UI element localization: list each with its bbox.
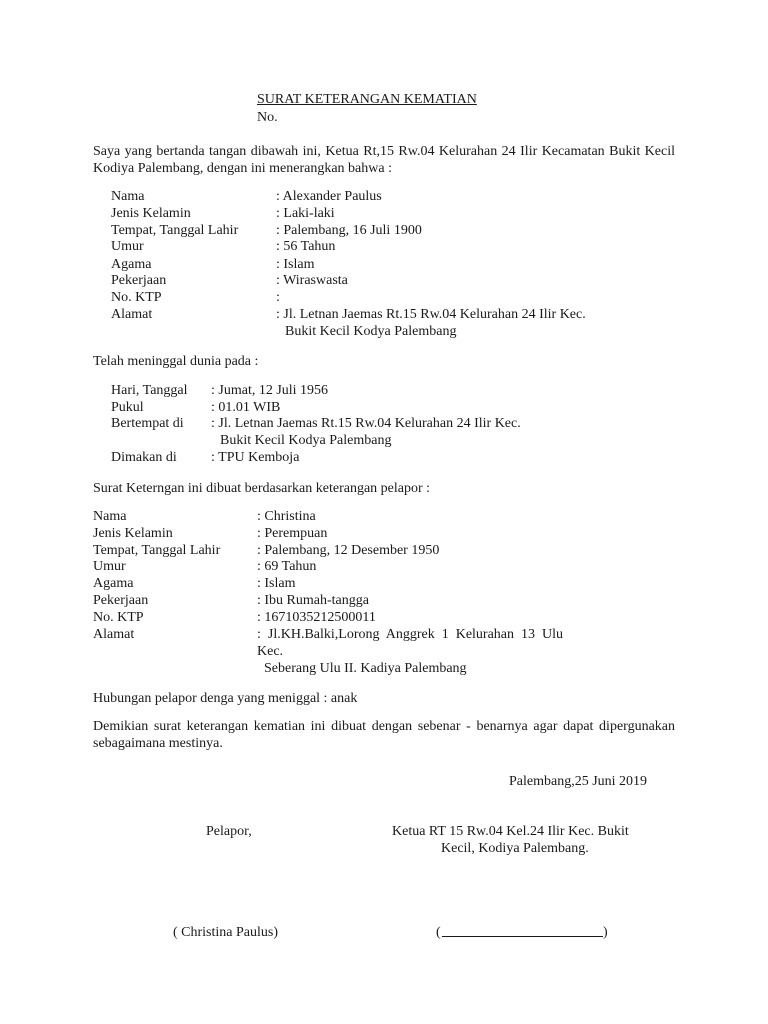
reporter-value: : 69 Tahun <box>257 559 317 574</box>
reporter-value: : Jl.KH.Balki,Lorong Anggrek 1 Kelurahan 13 Ulu <box>257 627 564 642</box>
death-label: Pukul <box>111 400 144 415</box>
reporter-label: Pekerjaan <box>93 593 149 608</box>
place-date: Palembang,25 Juni 2019 <box>509 774 648 789</box>
reporter-value: : Ibu Rumah-tangga <box>257 593 369 608</box>
document-number-label: No. <box>257 110 278 125</box>
deceased-value: : Wiraswasta <box>276 273 348 288</box>
reporter-signature-role: Pelapor, <box>206 824 252 839</box>
deceased-value: : Jl. Letnan Jaemas Rt.15 Rw.04 Kelurahan 24 Ilir Kec. <box>276 307 586 322</box>
deceased-value: : 56 Tahun <box>276 239 336 254</box>
closing-paragraph: Demikian surat keterangan kematian ini dibuat dengan sebenar - benarnya agar dapat dipergunakan sebagaimana mestinya. <box>93 719 675 751</box>
death-value: : Jumat, 12 Juli 1956 <box>211 383 329 398</box>
death-label: Bertempat di <box>111 416 184 431</box>
rt-head-signature-role: Ketua RT 15 Rw.04 Kel.24 Ilir Kec. Bukit <box>392 824 629 839</box>
death-place-continuation: Bukit Kecil Kodya Palembang <box>220 433 392 448</box>
document-title: SURAT KETERANGAN KEMATIAN <box>257 92 477 107</box>
deceased-address-continuation: Bukit Kecil Kodya Palembang <box>285 324 457 339</box>
reporter-label: No. KTP <box>93 610 144 625</box>
reporter-heading: Surat Keterngan ini dibuat berdasarkan keterangan pelapor : <box>93 481 431 496</box>
rt-head-signature-role-cont: Kecil, Kodiya Palembang. <box>441 841 589 856</box>
death-heading: Telah meninggal dunia pada : <box>93 354 259 369</box>
reporter-value: : Islam <box>257 576 296 591</box>
deceased-label: Umur <box>111 239 144 254</box>
deceased-label: No. KTP <box>111 290 162 305</box>
death-value: : 01.01 WIB <box>211 400 281 415</box>
deceased-value: : Laki-laki <box>276 206 335 221</box>
reporter-value: : Palembang, 12 Desember 1950 <box>257 543 440 558</box>
rt-head-signature-open: ( <box>436 925 441 940</box>
reporter-address-continuation: Kec. <box>257 644 284 659</box>
death-label: Dimakan di <box>111 450 177 465</box>
reporter-signature-name: ( Christina Paulus) <box>173 925 278 940</box>
deceased-label: Alamat <box>111 307 153 322</box>
deceased-value: : <box>276 290 280 305</box>
death-value: : Jl. Letnan Jaemas Rt.15 Rw.04 Kelurahan 24 Ilir Kec. <box>211 416 521 431</box>
reporter-label: Alamat <box>93 627 135 642</box>
reporter-label: Nama <box>93 509 127 524</box>
deceased-label: Agama <box>111 257 152 272</box>
deceased-value: : Palembang, 16 Juli 1900 <box>276 223 422 238</box>
reporter-label: Jenis Kelamin <box>93 526 173 541</box>
reporter-label: Agama <box>93 576 134 591</box>
deceased-value: : Islam <box>276 257 315 272</box>
reporter-value: : Perempuan <box>257 526 328 541</box>
death-value: : TPU Kemboja <box>211 450 300 465</box>
reporter-label: Tempat, Tanggal Lahir <box>93 543 221 558</box>
reporter-label: Umur <box>93 559 126 574</box>
rt-head-signature-close: ) <box>603 925 608 940</box>
deceased-label: Jenis Kelamin <box>111 206 191 221</box>
relationship-statement: Hubungan pelapor denga yang meniggal : anak <box>93 691 358 706</box>
deceased-value: : Alexander Paulus <box>276 189 382 204</box>
death-label: Hari, Tanggal <box>111 383 188 398</box>
reporter-value: : Christina <box>257 509 316 524</box>
rt-head-signature-line <box>442 922 603 937</box>
reporter-value: : 1671035212500011 <box>257 610 376 625</box>
deceased-label: Nama <box>111 189 145 204</box>
deceased-label: Pekerjaan <box>111 273 167 288</box>
deceased-label: Tempat, Tanggal Lahir <box>111 223 239 238</box>
intro-paragraph: Saya yang bertanda tangan dibawah ini, Ketua Rt,15 Rw.04 Kelurahan 24 Ilir Kecamatan Bukit Kecil Kodiya Palembang, dengan ini menerangkan bahwa : <box>93 144 675 176</box>
reporter-address-continuation: Seberang Ulu II. Kadiya Palembang <box>264 661 467 676</box>
